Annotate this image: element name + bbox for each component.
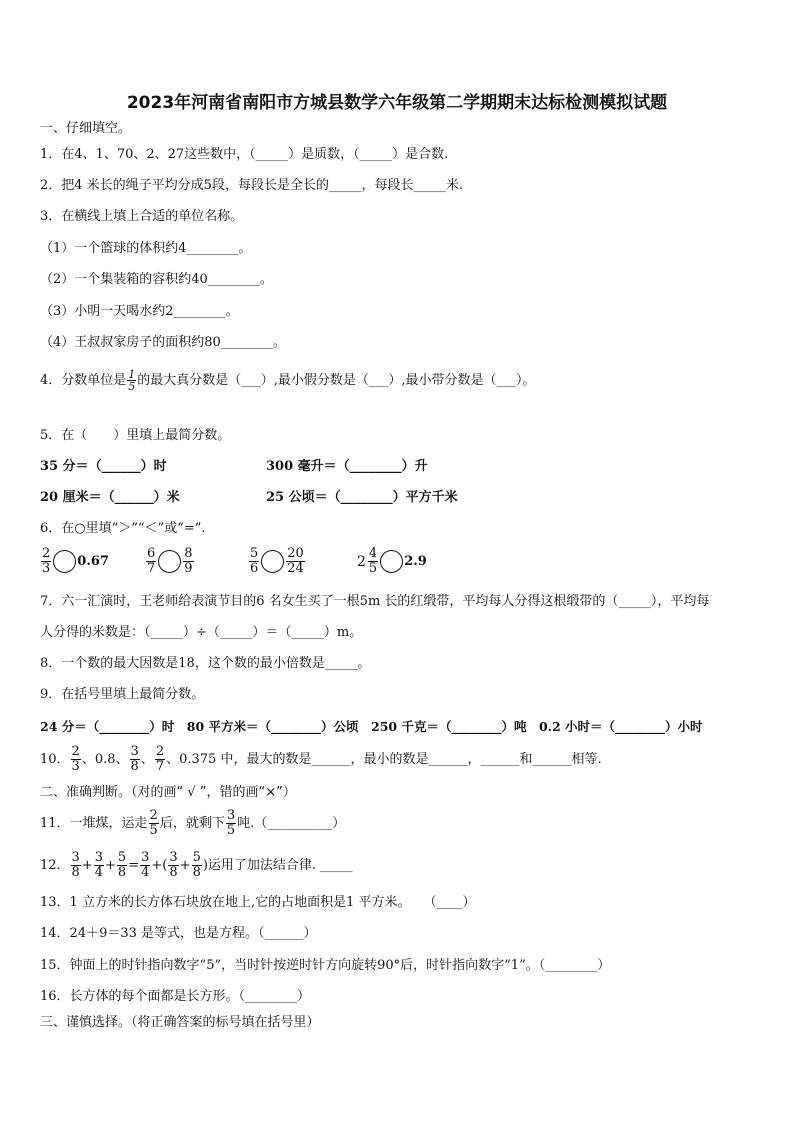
question-8: 8．一个数的最大因数是18，这个数的最小倍数是_____。 [40,656,371,671]
question-1: 1．在4、1、70、2、27这些数中，（_____）是质数，（_____）是合数. [40,147,449,162]
question-3-part-4: （4）王叔叔家房子的面积约80________。 [40,335,286,350]
question-5-c: 20 厘米＝（______）米 [40,490,180,505]
question-9-line: 24 分＝（________）时 80 平方米＝（________）公顷 250 千克＝（________）吨 0.2 小时＝（________）小时 [40,719,703,734]
section-fill-in: 一、仔细填空。 [40,121,132,136]
section-judgement: 二、准确判断。（对的画“ √ ”，错的画“×”） [40,785,296,800]
question-4 [40,369,536,392]
fraction: $\frac{8}{9}$ [184,546,193,576]
section-choice: 三、谨慎选择。（将正确答案的标号填在括号里） [40,1015,320,1030]
fraction: $\frac{20}{24}$ [287,546,304,576]
fraction: $\frac{3}{4}$ [94,850,104,880]
question-3-part-1: （1）一个篮球的体积约4________。 [40,241,252,256]
mixed-number: 2 $\frac{4}{5}$ [357,546,378,576]
compare-item-1: $\frac{2}{3}$ 0.67 [42,546,109,576]
fraction: $\frac{3}{5}$ [226,808,236,838]
fraction: $\frac{5}{6}$ [250,546,259,576]
fraction: $\frac{6}{7}$ [147,546,156,576]
compare-circle [261,550,284,573]
compare-item-4: 2 $\frac{4}{5}$ 2.9 [357,546,427,576]
question-11: 11．一堆煤，运走 $\frac{2}{5}$ 后，就剩下 $\frac{3}{5}$ 吨.（__________） [40,808,346,838]
fraction: $\frac{2}{7}$ [155,744,165,774]
question-4-post: 的最大真分数是（___）,最小假分数是（___）,最小带分数是（___）。 [137,373,536,388]
question-12: 12． $\frac{3}{8}$ + $\frac{3}{4}$ + $\frac{5}{8}$ = $\frac{3}{4}$ +( $\frac{3}{8}$ + $\frac{5}{8}$ )运用了加法结合律. _____ [40,850,353,880]
question-5-a: 35 分＝（______）时 [40,459,167,474]
question-7-line-1: 7．六一汇演时，王老师给表演节目的6 名女生买了一根5m 长的红缎带，平均每人分得这根缎带的（_____），平均每 [40,594,710,609]
compare-circle [158,550,181,573]
question-5-d: 25 公顷＝（________）平方千米 [266,490,458,505]
fraction: $\frac{3}{8}$ [169,850,178,880]
question-13: 13．1 立方米的长方体石块放在地上,它的占地面积是1 平方米。 （____） [40,895,476,910]
question-2: 2．把4 米长的绳子平均分成5段，每段长是全长的_____，每段长_____米. [40,178,464,193]
question-15: 15．钟面上的时针指向数字“5”，当时针按逆时针方向旋转90°后，时针指向数字“1”。（________） [40,958,611,973]
fraction: $\frac{2}{3}$ [71,744,80,774]
fraction: $\frac{3}{4}$ [141,850,150,880]
fraction: $\frac{2}{5}$ [149,808,158,838]
question-10: 10． $\frac{2}{3}$ 、0.8、 $\frac{3}{8}$ 、 $\frac{2}{7}$ 、0.375 中，最大的数是______，最小的数是______，______和______相等. [40,744,602,774]
question-3: 3．在横线上填上合适的单位名称。 [40,209,244,224]
question-9: 9．在括号里填上最简分数。 [40,687,205,702]
fraction: $\frac{5}{8}$ [192,850,201,880]
fraction: $\frac{3}{8}$ [71,850,80,880]
question-5: 5．在（ ）里填上最简分数。 [40,428,231,443]
compare-circle [380,550,403,573]
exam-title: 2023年河南省南阳市方城县数学六年级第二学期期末达标检测模拟试题 [126,93,668,113]
fraction: $\frac{5}{8}$ [117,850,127,880]
question-14: 14．24＋9＝33 是等式，也是方程。（______） [40,926,317,941]
compare-circle [53,550,76,573]
question-5-b: 300 毫升＝（________）升 [266,459,428,474]
question-4-pre: 4．分数单位是 [40,373,127,388]
question-3-part-3: （3）小明一天喝水约2________。 [40,304,239,319]
question-7-line-2: 人分得的米数是：（_____）÷（_____）＝（_____）m。 [40,625,363,640]
compare-item-2 [145,547,195,576]
question-6: 6．在○里填“＞”“＜”或“=”. [40,521,206,536]
question-3-part-2: （2）一个集装箱的容积约40________。 [40,272,273,287]
fraction-one-fifth: $\frac{1}{5}$ [128,368,136,393]
compare-item-3 [248,547,306,576]
fraction: $\frac{3}{8}$ [130,744,139,774]
question-16: 16．长方体的每个面都是长方形。（________） [40,989,311,1004]
fraction: $\frac{2}{3}$ [42,546,51,576]
